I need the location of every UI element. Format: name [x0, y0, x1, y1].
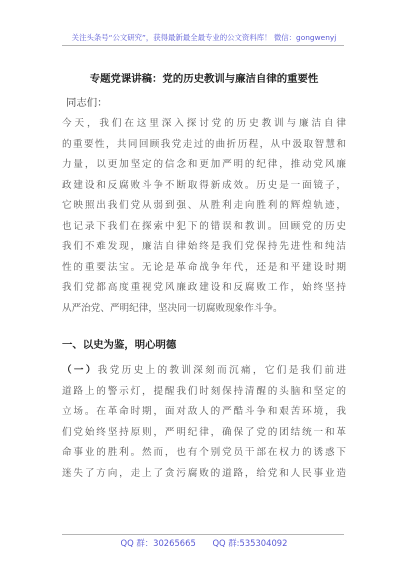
paragraph-line-first [62, 361, 346, 382]
paragraph-line: 我们党都高度重视党风廉政建设和反腐败工作，始终坚持 [62, 282, 346, 293]
paragraph-line: 性的重要法宝。无论是革命战争年代，还是和平建设时期 [62, 261, 346, 273]
paragraph-line: 迷失了方向，走上了贪污腐败的道路，给党和人民事业造 [62, 467, 346, 479]
paragraph-2 [62, 361, 346, 484]
footer-qq-group-2: QQ 群:535304092 [212, 538, 288, 548]
paragraph-line: 们党始终坚持原则，严明纪律，确保了党的团结统一和革 [62, 426, 346, 438]
paragraph-line: 道路上的警示灯，提醒我们时刻保持清醒的头脑和坚定的 [62, 385, 346, 397]
paragraph-line: 我们不难发现，廉洁自律始终是我们党保持先进性和纯洁 [62, 241, 346, 252]
document-title: 专题党课讲稿：党的历史教训与廉洁自律的重要性 [89, 73, 319, 85]
paragraph-line: 力量，以更加坚定的信念和更加严明的纪律，推动党风廉 [62, 159, 346, 170]
paragraph-line: 命事业的胜利。然而，也有个别党员干部在权力的诱惑下 [62, 447, 346, 458]
paragraph-1 [62, 114, 346, 319]
footer-qq-group-1: QQ 群：30265665 [120, 538, 196, 548]
paragraph-line: 立场。在革命时期，面对敌人的严酷斗争和艰苦环境，我 [62, 406, 346, 417]
header-banner: 关注头条号“公文研究”，获得最新最全最专业的公文资料库！ 微信：gongwenyj [71, 33, 337, 42]
section-heading: 一、以史为鉴，明心明德 [62, 339, 177, 351]
paragraph-line-text: 我党历史上的教训深刻而沉痛，它们是我们前进 [97, 365, 347, 376]
paragraph-line: 政建设和反腐败斗争不断取得新成效。历史是一面镜子， [62, 179, 346, 191]
paragraph-line: 今天，我们在这里深入探讨党的历史教训与廉洁自律 [62, 118, 346, 129]
paragraph-line: 它映照出我们党从弱到强、从胜利走向胜利的辉煌轨迹， [62, 200, 346, 211]
footer-divider [62, 534, 344, 535]
paragraph-line: 从严治党、严明纪律，坚决同一切腐败现象作斗争。 [62, 302, 283, 314]
header-divider [62, 45, 344, 46]
greeting: 同志们： [66, 97, 108, 109]
paragraph-line: 的重要性，共同回顾我党走过的曲折历程，从中汲取智慧和 [62, 138, 346, 150]
footer [0, 537, 408, 549]
paragraph-line: 也记录下我们在探索中犯下的错误和教训。回顾党的历史 [62, 220, 346, 232]
paragraph-lead: （一） [62, 365, 98, 376]
